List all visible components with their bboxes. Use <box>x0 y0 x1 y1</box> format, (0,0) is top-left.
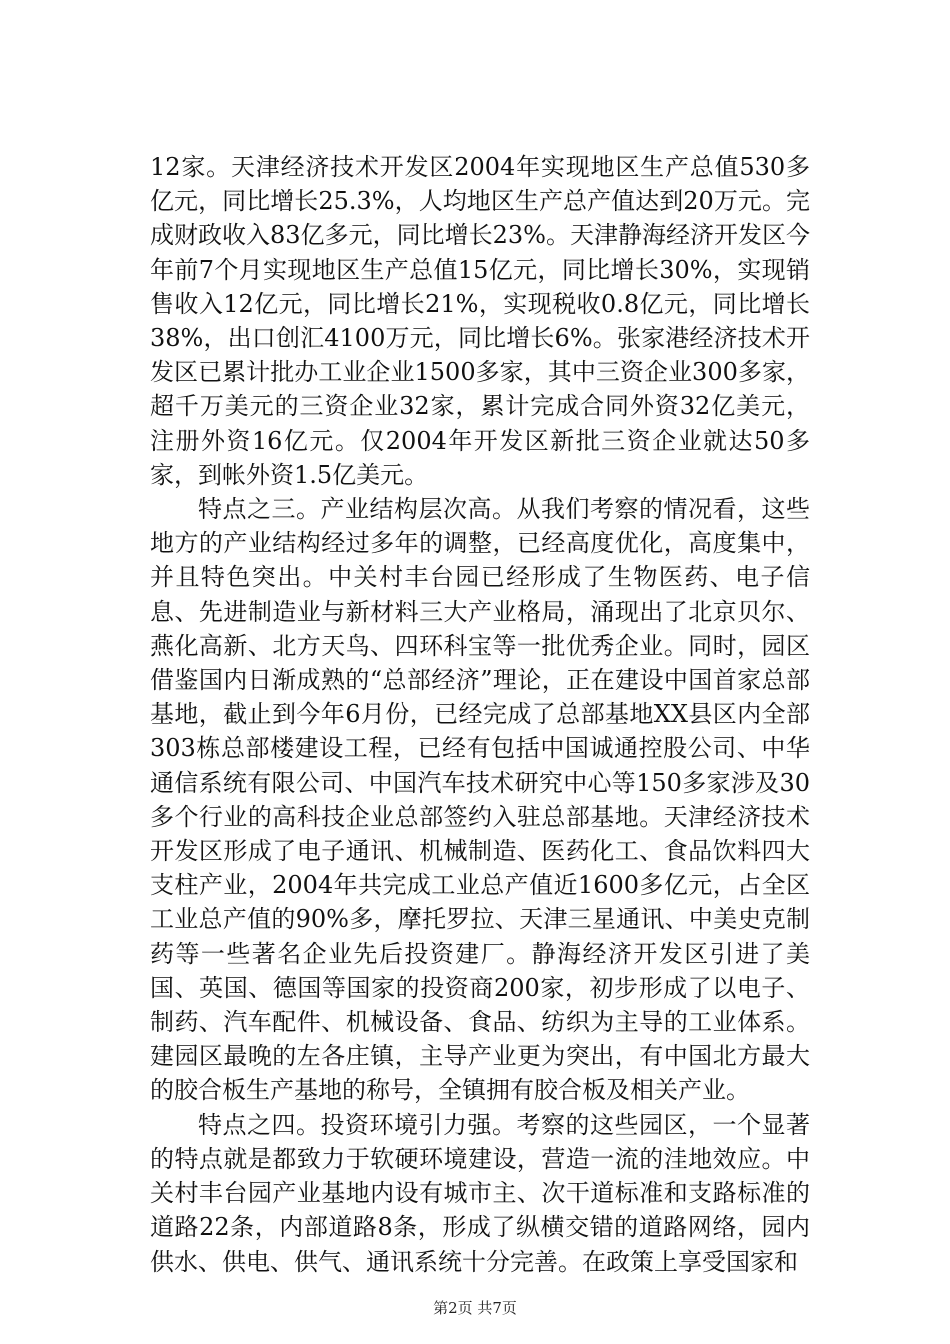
paragraph-investment-environment: 特点之四。投资环境引力强。考察的这些园区，一个显著的特点就是都致力于软硬环境建设，营造一流的洼地效应。中关村丰台园产业基地内设有城市主、次干道标准和支路标准的道路22条，内部道路8条，形成了纵横交错的道路网络，园内供水、供电、供气、通讯系统十分完善。在政策上享受国家和 <box>150 1110 810 1276</box>
page-footer <box>0 1298 950 1318</box>
page-number: 第2页 <box>433 1299 473 1317</box>
paragraph-industry-structure: 特点之三。产业结构层次高。从我们考察的情况看，这些地方的产业结构经过多年的调整，已经高度优化，高度集中，并且特色突出。中关村丰台园已经形成了生物医药、电子信息、先进制造业与新材料三大产业格局，涌现出了北京贝尔、燕化高新、北方天鸟、四环科宝等一批优秀企业。同时，园区借鉴国内日渐成熟的“总部经济”理论，正在建设中国首家总部基地，截止到今年6月份，已经完成了总部基地XX县区内全部303栋总部楼建设工程，已经有包括中国诚通控股公司、中华通信系统有限公司、中国汽车技术研究中心等150多家涉及30多个行业的高科技企业总部签约入驻总部基地。天津经济技术开发区形成了电子通讯、机械制造、医药化工、食品饮料四大支柱产业，2004年共完成工业总产值近1600多亿元，占全区工业总产值的90%多，摩托罗拉、天津三星通讯、中美史克制药等一些著名企业先后投资建厂。静海经济开发区引进了美国、英国、德国等国家的投资商200家，初步形成了以电子、制药、汽车配件、机械设备、食品、纺织为主导的工业体系。建园区最晚的左各庄镇，主导产业更为突出，有中国北方最大的胶合板生产基地的称号，全镇拥有胶合板及相关产业。 <box>150 495 810 1105</box>
paragraph-statistics: 12家。天津经济技术开发区2004年实现地区生产总值530多亿元，同比增长25.3%，人均地区生产总产值达到20万元。完成财政收入83亿多元，同比增长23%。天津静海经济开发区今年前7个月实现地区生产总值15亿元，同比增长30%，实现销售收入12亿元，同比增长21%，实现税收0.8亿元，同比增长38%，出口创汇4100万元，同比增长6%。张家港经济技术开发区已累计批办工业企业1500多家，其中三资企业300多家，超千万美元的三资企业32家，累计完成合同外资32亿美元，注册外资16亿元。仅2004年开发区新批三资企业就达50多家，到帐外资1.5亿美元。 <box>150 153 810 489</box>
page-total: 共7页 <box>477 1299 517 1317</box>
document-body <box>150 150 810 1279</box>
